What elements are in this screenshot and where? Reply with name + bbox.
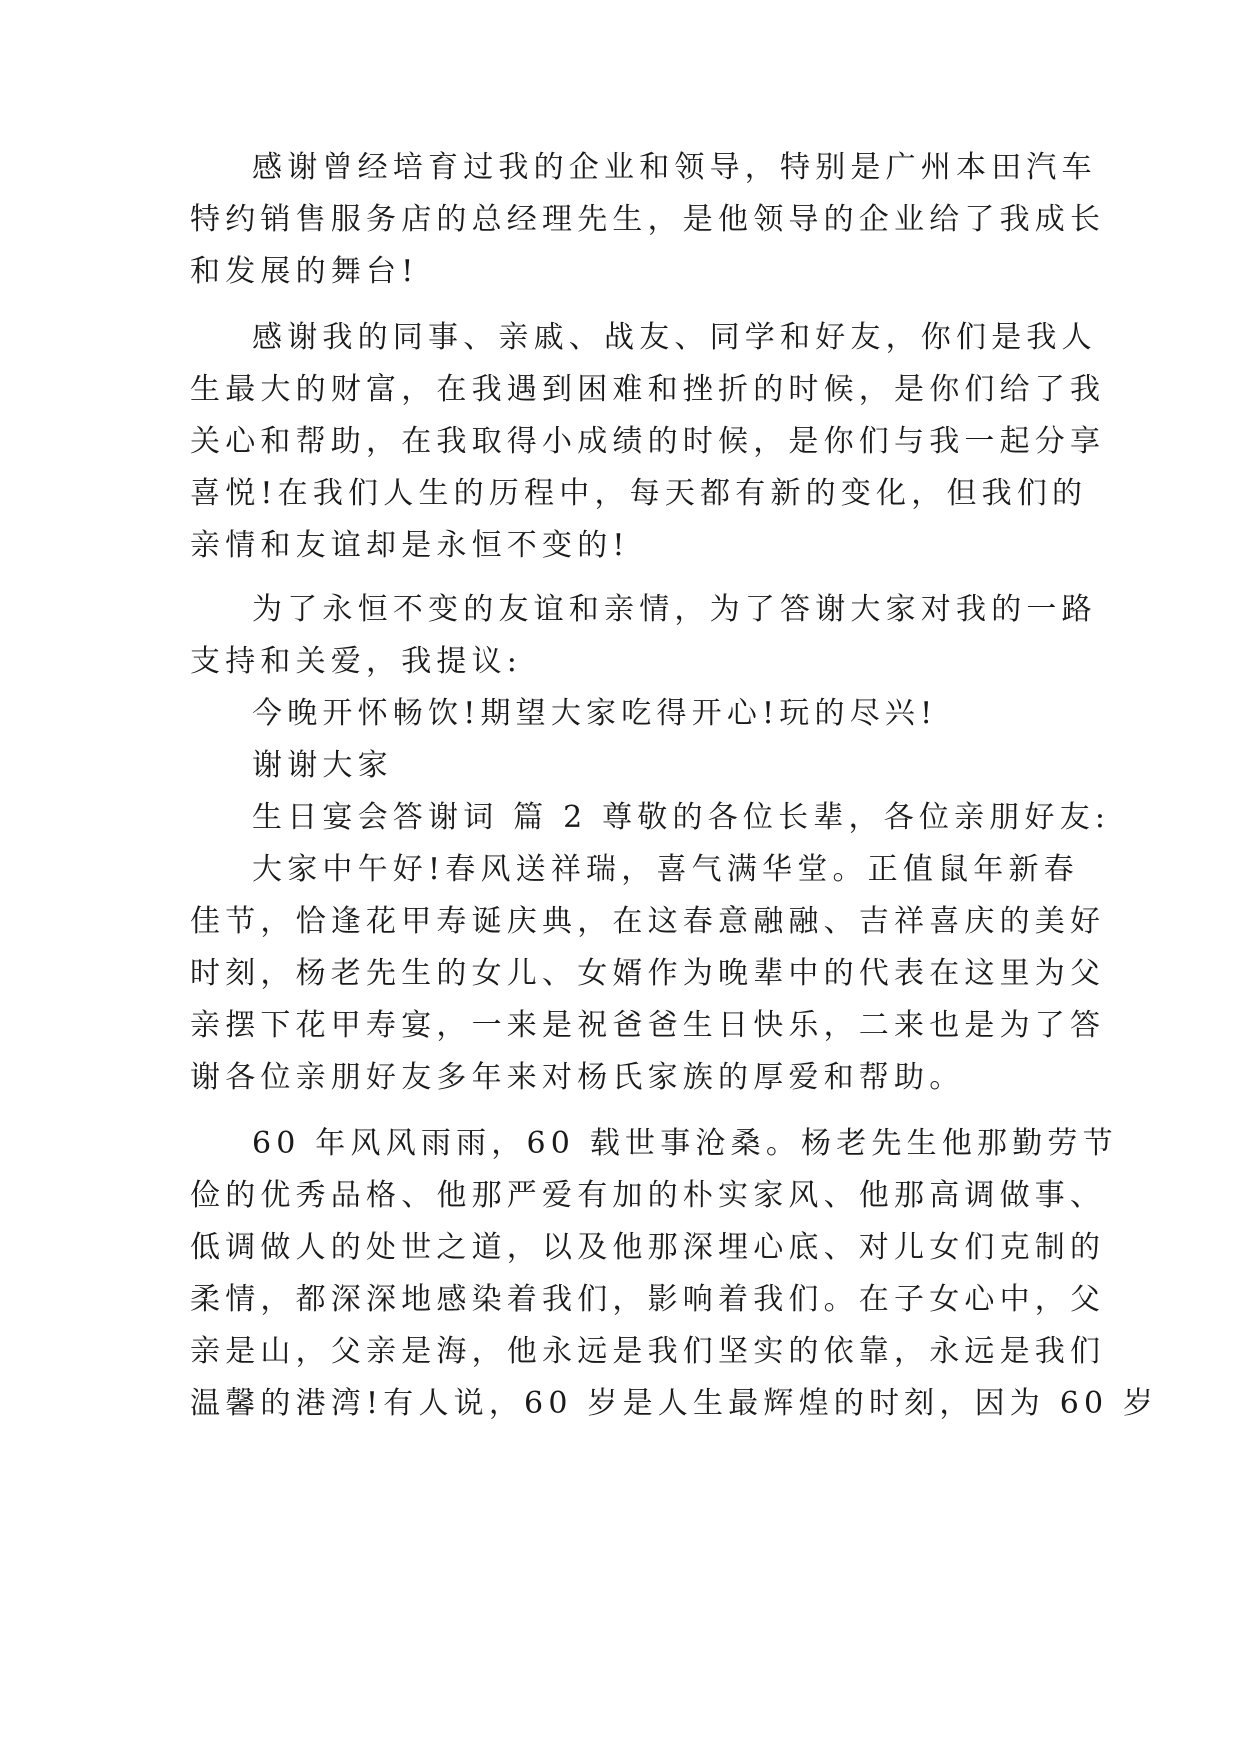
section-heading: 生日宴会答谢词 篇 2 尊敬的各位长辈，各位亲朋好友: [252, 800, 1111, 835]
text-line: 亲摆下花甲寿宴，一来是祝爸爸生日快乐，二来也是为了答 [190, 1008, 1106, 1043]
text-line: 时刻，杨老先生的女儿、女婿作为晚辈中的代表在这里为父 [190, 956, 1106, 991]
text-line: 亲是山，父亲是海，他永远是我们坚实的依靠，永远是我们 [190, 1334, 1106, 1369]
text-line: 60 年风风雨雨，60 载世事沧桑。杨老先生他那勤劳节 [252, 1126, 1118, 1161]
text-line: 佳节，恰逢花甲寿诞庆典，在这春意融融、吉祥喜庆的美好 [190, 904, 1106, 939]
text-line: 今晚开怀畅饮!期望大家吃得开心!玩的尽兴! [252, 696, 938, 731]
text-line: 柔情，都深深地感染着我们，影响着我们。在子女心中，父 [190, 1282, 1106, 1317]
text-line: 支持和关爱，我提议: [190, 644, 523, 679]
text-line: 谢各位亲朋好友多年来对杨氏家族的厚爱和帮助。 [190, 1060, 965, 1095]
text-line: 特约销售服务店的总经理先生，是他领导的企业给了我成长 [190, 202, 1106, 237]
text-line: 低调做人的处世之道，以及他那深埋心底、对儿女们克制的 [190, 1230, 1106, 1265]
text-line: 俭的优秀品格、他那严爱有加的朴实家风、他那高调做事、 [190, 1178, 1106, 1213]
text-line: 关心和帮助，在我取得小成绩的时候，是你们与我一起分享 [190, 424, 1106, 459]
text-line: 为了永恒不变的友谊和亲情，为了答谢大家对我的一路 [252, 592, 1097, 627]
text-line: 和发展的舞台! [190, 254, 419, 289]
text-line: 大家中午好!春风送祥瑞，喜气满华堂。正值鼠年新春 [252, 852, 1079, 887]
text-line: 感谢曾经培育过我的企业和领导，特别是广州本田汽车 [252, 150, 1097, 185]
text-line: 谢谢大家 [252, 748, 393, 783]
text-line: 喜悦!在我们人生的历程中，每天都有新的变化，但我们的 [190, 476, 1088, 511]
text-line: 温馨的港湾!有人说，60 岁是人生最辉煌的时刻，因为 60 岁 [190, 1386, 1159, 1421]
text-line: 亲情和友谊却是永恒不变的! [190, 528, 630, 563]
text-line: 感谢我的同事、亲戚、战友、同学和好友，你们是我人 [252, 320, 1097, 355]
text-line: 生最大的财富，在我遇到困难和挫折的时候，是你们给了我 [190, 372, 1106, 407]
